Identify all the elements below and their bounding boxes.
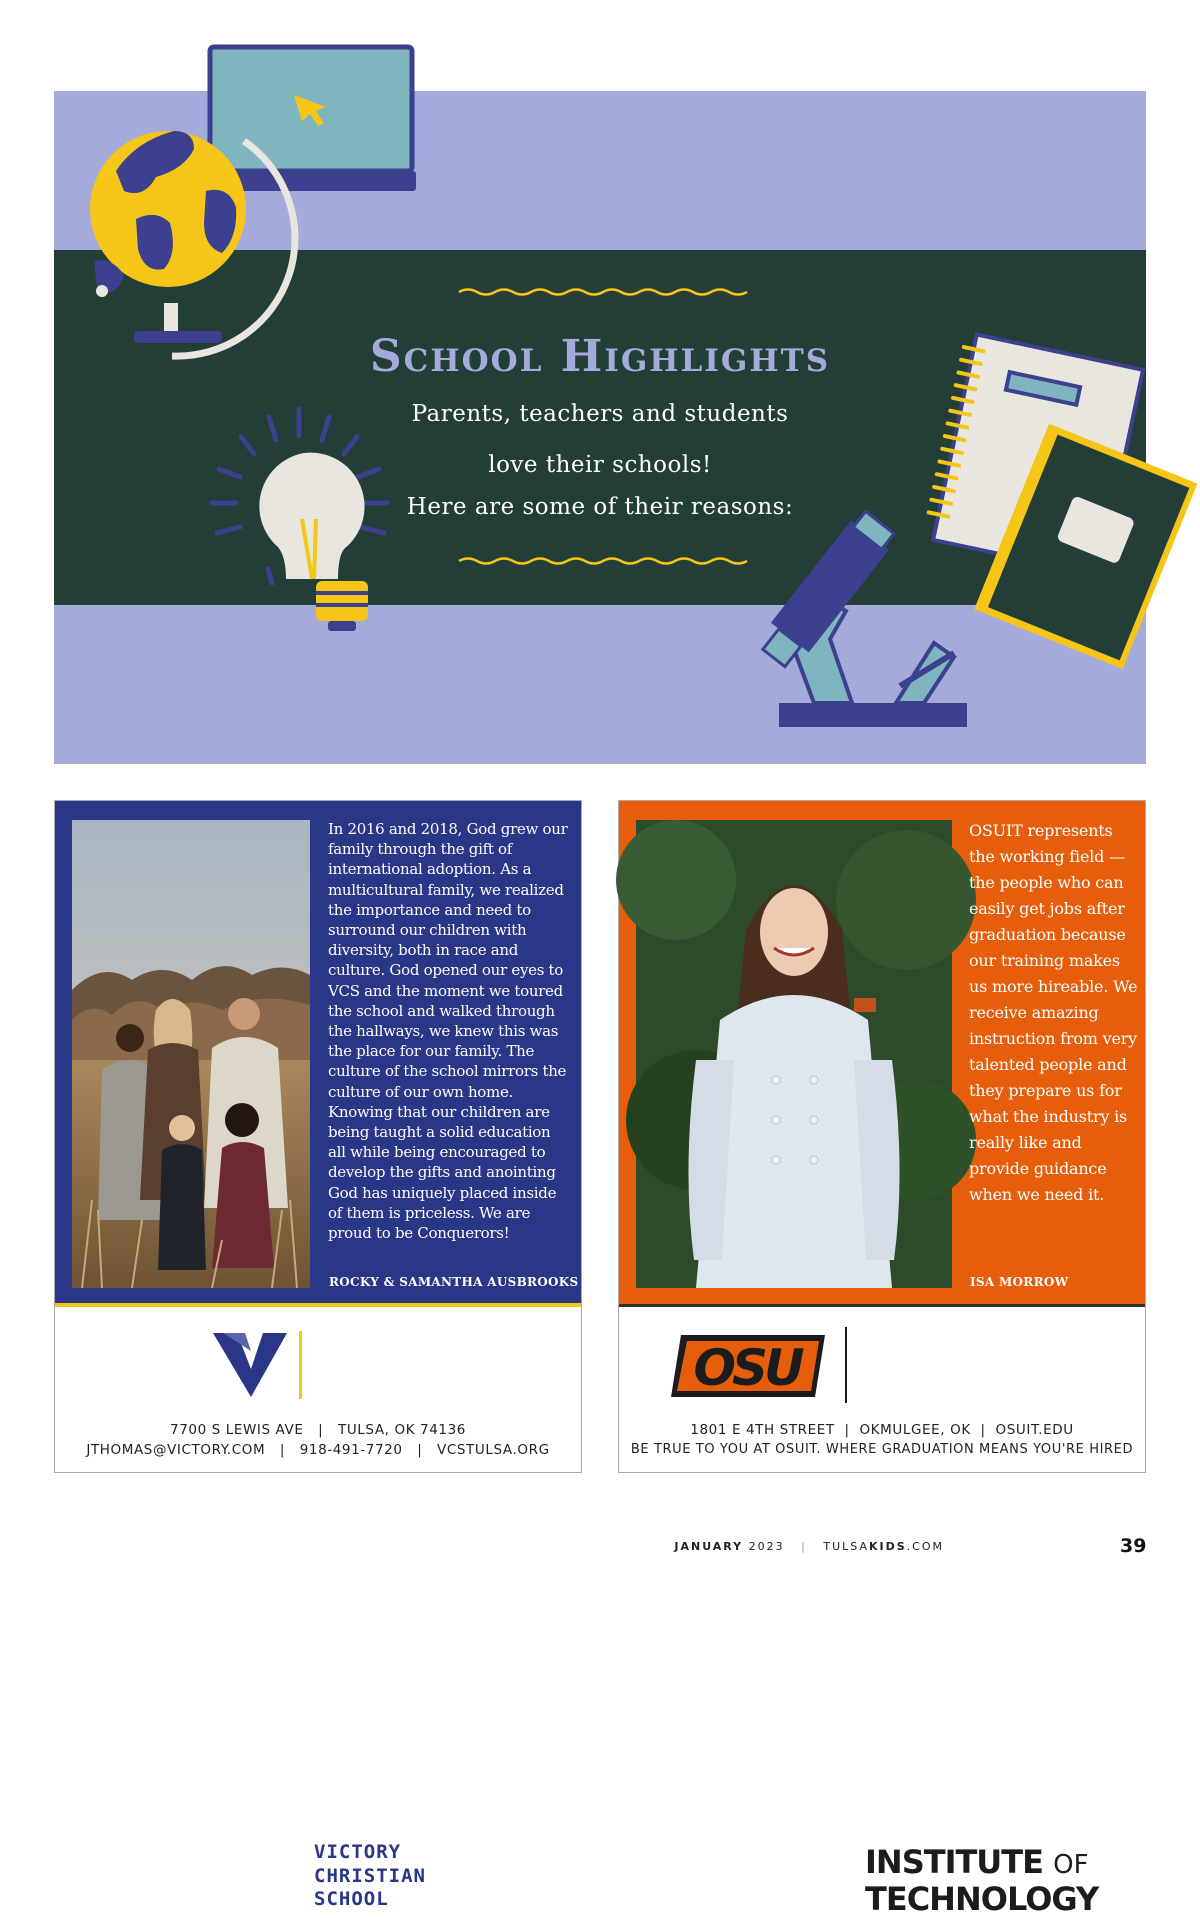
banner-subtitle-line-2: love their schools! (488, 452, 712, 478)
vcs-testimonial-author: ROCKY & SAMANTHA AUSBROOKS (329, 1275, 579, 1289)
banner-title: School Highlights (369, 331, 831, 382)
vcs-logo-line-3: SCHOOL (314, 1888, 389, 1910)
banner-illustrations (54, 91, 1146, 764)
osuit-testimonial-quote: OSUIT represents the working field — the people who can easily get jobs after graduation because our training makes us more hireable. We receive amazing instruction from very talented people and they prepare us for what the industry is really like and provide guidance when we need it. (969, 821, 1138, 1204)
osu-brand-mark-text: OSU (693, 1339, 801, 1397)
family-photo (72, 820, 310, 1288)
wavy-line-top-icon (459, 290, 747, 295)
vcs-logo-wordmark (314, 1841, 426, 1912)
issue-month: JANUARY (674, 1540, 744, 1553)
banner-subtitle-line-1: Parents, teachers and students (411, 401, 789, 427)
vcs-logo-line-2: CHRISTIAN (314, 1864, 426, 1887)
vcs-contact-info: JTHOMAS@VICTORY.COM | 918-491-7720 | VCSTULSA.ORG (86, 1442, 550, 1458)
school-highlights-banner (54, 91, 1146, 764)
vcs-testimonial-panel (55, 801, 581, 1307)
victory-v-logo-icon (55, 1311, 581, 1411)
osuit-logo-institute: INSTITUTE (865, 1843, 1043, 1881)
osuit-tagline: BE TRUE TO YOU AT OSUIT. WHERE GRADUATION MEANS YOU'RE HIRED (630, 1442, 1134, 1457)
wavy-line-bottom-icon (459, 559, 747, 564)
student-photo (636, 820, 952, 1288)
banner-subtitle-line-3: Here are some of their reasons: (406, 494, 794, 520)
site-name-suffix: .COM (906, 1540, 944, 1553)
vcs-testimonial-quote: In 2016 and 2018, God grew our family through the gift of international adoption. As a multicultural family, we realized the importance and need to surround our children with diversity, both in race and culture. God opened our eyes to VCS and the moment we toured the school and walked through the hallways, we knew this was the place for our family. The culture of the school mirrors the culture of our own home. Knowing that our children are being taught a solid education all while being encouraged to develop the gifts and anointing God has uniquely placed inside of them is priceless. We are proud to be Conquerors! (328, 820, 568, 1243)
osuit-logo-wordmark (865, 1845, 1098, 1916)
light-bulb-icon (212, 409, 387, 631)
victory-christian-school-card (54, 800, 582, 1910)
site-name-prefix: TULSA (823, 1540, 869, 1553)
osu-brand-mark-icon (619, 1311, 1145, 1411)
issue-year: 2023 (748, 1540, 785, 1553)
osuit-testimonial-panel (619, 801, 1145, 1307)
vcs-address: 7700 S LEWIS AVE | TULSA, OK 74136 (170, 1422, 466, 1438)
osuit-testimonial-author: ISA MORROW (970, 1275, 1069, 1289)
issue-info (674, 1540, 944, 1553)
osuit-address: 1801 E 4TH STREET | OKMULGEE, OK | OSUIT.EDU (690, 1422, 1074, 1438)
page-number: 39 (1120, 1535, 1147, 1557)
osuit-logo-of: OF (1053, 1850, 1089, 1880)
vcs-logo-line-1: VICTORY (314, 1841, 402, 1863)
footer-separator: | (801, 1540, 807, 1553)
site-name-bold: KIDS (869, 1540, 907, 1553)
osuit-logo-technology: TECHNOLOGY (865, 1880, 1099, 1918)
